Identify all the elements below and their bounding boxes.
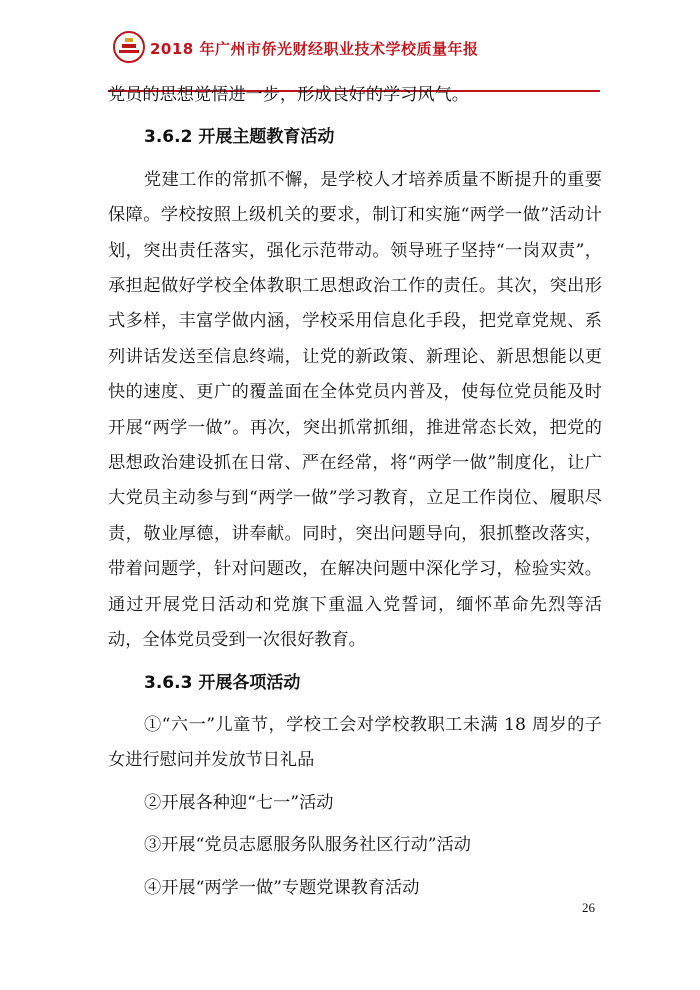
section-paragraph: 党建工作的常抓不懈，是学校人才培养质量不断提升的重要保障。学校按照上级机关的要求，制订和实施“两学一做”活动计划，突出责任落实，强化示范带动。领导班子坚持“一岗双责”，承担起做好学校全体教职工思想政治工作的责任。其次，突出形式多样，丰富学做内涵，学校采用信息化手段，把党章党规、系列讲话发送至信息终端，让党的新政策、新理论、新思想能以更快的速度、更广的覆盖面在全体党员内普及，使每位党员能及时开展“两学一做”。再次，突出抓常抓细，推进常态长效，把党的思想政治建设抓在日常、严在经常，将“两学一做”制度化，让广大党员主动参与到“两学一做”学习教育，立足工作岗位、履职尽责，敬业厚德，讲奉献。同时，突出问题导向，狠抓整改落实，带着问题学，针对问题改，在解决问题中深化学习，检验实效。通过开展党日活动和党旗下重温入党誓词，缅怀革命先烈等活动，全体党员受到一次很好教育。 <box>108 169 602 651</box>
document-body <box>108 78 602 906</box>
list-item: ③开展“党员志愿服务队服务社区行动”活动 <box>144 835 471 856</box>
list-item: ②开展各种迎“七一”活动 <box>144 792 334 813</box>
school-logo-icon <box>112 30 146 64</box>
carryover-paragraph: 党员的思想觉悟进一步，形成良好的学习风气。 <box>108 85 469 105</box>
page-number: 26 <box>582 900 595 915</box>
header-title: 2018 年广州市侨光财经职业技术学校质量年报 <box>150 40 479 58</box>
page-header <box>0 28 700 68</box>
section-heading-3-6-3: 3.6.3 开展各项活动 <box>144 672 301 693</box>
list-item: ①“六一”儿童节，学校工会对学校教职工未满 18 周岁的子女进行慰问并发放节日礼品 <box>108 714 602 771</box>
list-item: ④开展“两学一做”专题党课教育活动 <box>144 877 420 898</box>
section-heading-3-6-2: 3.6.2 开展主题教育活动 <box>144 127 335 148</box>
